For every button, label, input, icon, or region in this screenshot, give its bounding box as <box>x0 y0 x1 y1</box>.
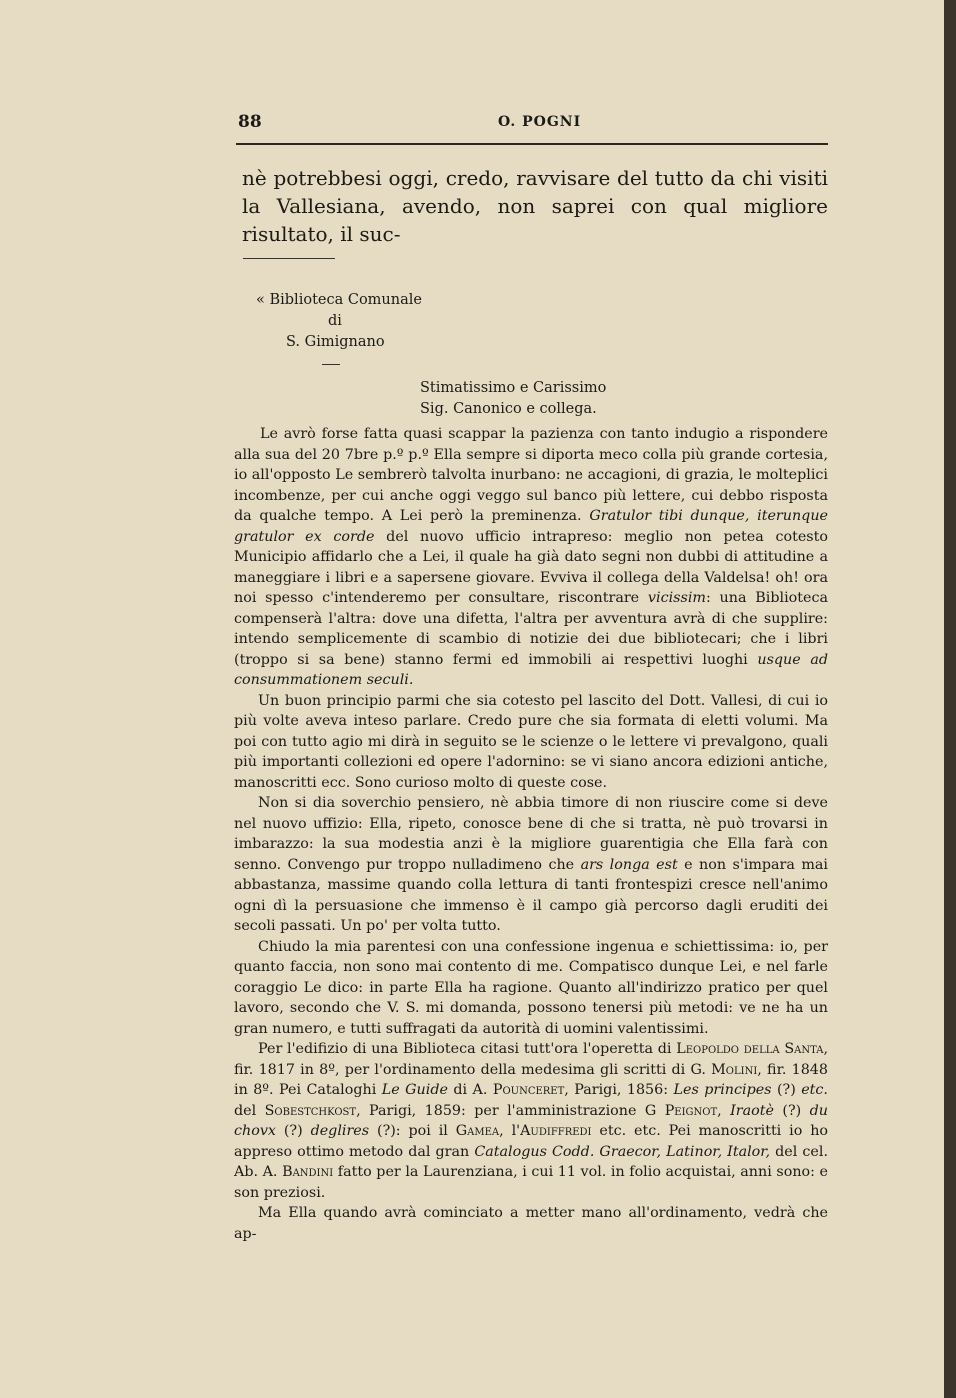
running-head: O. POGNI <box>498 114 582 130</box>
main-text <box>242 164 828 248</box>
address-line-1: « Biblioteca Comunale <box>256 292 422 308</box>
footnote-address <box>256 290 422 353</box>
footnote-marker: « <box>256 292 265 308</box>
main-paragraph: nè potrebbesi oggi, credo, ravvisare del tutto da chi visiti la Vallesiana, avendo, non saprei con qual migliore risultato, il suc- <box>242 166 828 246</box>
salutation-line-2: Sig. Canonico e collega. <box>420 401 597 417</box>
page-header <box>236 112 828 136</box>
page-number: 88 <box>238 112 262 132</box>
address-line-3: S. Gimignano <box>286 334 385 350</box>
letter-paragraph-5: Per l'edifizio di una Biblioteca citasi tutt'ora l'operetta di Leopoldo della Santa, fir. 1817 in 8º, per l'ordinamento della medesima gli scritti di G. Molini, fir. 1848 in 8º. Pei Cataloghi Le Guide di A. Pounceret, Parigi, 1856: Les principes (?) etc. del Sobestchkost, Parigi, 1859: per l'amministrazione G Peignot, Iraotè (?) du chovx (?) deglires (?): poi il Gamea, l'Audiffredi etc. etc. Pei manoscritti io ho appreso ottimo metodo dal gran Catalogus Codd. Graecor, Latinor, Italor, del cel. Ab. A. Bandini fatto per la Laurenziana, i cui 11 vol. in folio acquistai, anni sono: e son preziosi. <box>234 1041 829 1201</box>
letter-paragraph-3: Non si dia soverchio pensiero, nè abbia timore di non riuscire come si deve nel nuovo uffizio: Ella, ripeto, conosce bene di che si tratta, nè può trovarsi in imbarazzo: la sua modestia anzi è la migliore guarentigia che Ella farà con senno. Convengo pur troppo nulladimeno che ars longa est e non s'impara mai abbastanza, massime quando colla lettura di tanti frontespizi cresce nell'animo ogni dì la persuasione che immenso è il campo già percorso dagli eruditi dei secoli passati. Un po' per volta tutto. <box>234 795 828 934</box>
letter-paragraph-2: Un buon principio parmi che sia cotesto pel lascito del Dott. Vallesi, di cui io più volte aveva inteso parlare. Credo pure che sia formata di eletti volumi. Ma poi con tutto agio mi dirà in seguito se le scienze o le lettere vi prevalgono, quali più importanti collezioni ed opere l'adornino: se vi siano ancora edizioni antiche, manoscritti ecc. Sono curioso molto di queste cose. <box>234 692 828 791</box>
salutation <box>420 378 606 420</box>
address-line-2: di <box>328 313 342 329</box>
footnote-separator <box>243 258 335 259</box>
header-rule <box>236 143 828 145</box>
letter-body <box>234 424 828 1244</box>
salutation-line-1: Stimatissimo e Carissimo <box>420 380 607 396</box>
letter-paragraph-4: Chiudo la mia parentesi con una confessione ingenua e schiettissima: io, per quanto faccia, non sono mai contento di me. Compatisco dunque Lei, e nel farle coraggio Le dico: in parte Ella ha ragione. Quanto all'indirizzo pratico per quel lavoro, secondo che V. S. mi domanda, possono tenersi più metodi: ve ne ha un gran numero, e tutti suffragati da autorità di uomini valentissimi. <box>234 938 828 1037</box>
address-dash <box>322 364 340 365</box>
letter-paragraph-1: Le avrò forse fatta quasi scappar la pazienza con tanto indugio a rispondere alla sua del 20 7bre p.º p.º Ella sempre si diporta meco colla più grande cortesia, io all'opposto Le sembrerò talvolta inurbano: ne accagioni, di grazia, le molteplici incombenze, per cui anche oggi veggo sul banco più lettere, cui debbo risposta da qualche tempo. A Lei però la preminenza. Gratulor tibi dunque, iterunque gratulor ex corde del nuovo ufficio intrapreso: meglio non petea cotesto Municipio affidarlo che a Lei, il quale ha già dato segni non dubbi di attitudine a maneggiare i libri e a sapersene giovare. Evviva il collega della Valdelsa! oh! ora noi spesso c'intenderemo per consultare, riscontrare vicissim: una Biblioteca compenserà l'altra: dove una difetta, l'altra per avventura avrà di che supplire: intendo semplicemente di scambio di notizie dei due bibliotecari; che i libri (troppo si sa bene) stanno fermi ed immobili ai respettivi luoghi usque ad consummationem seculi. <box>234 426 828 688</box>
letter-paragraph-6: Ma Ella quando avrà cominciato a metter mano all'ordinamento, vedrà che ap- <box>234 1205 828 1242</box>
page-edge-shadow <box>944 0 956 1398</box>
